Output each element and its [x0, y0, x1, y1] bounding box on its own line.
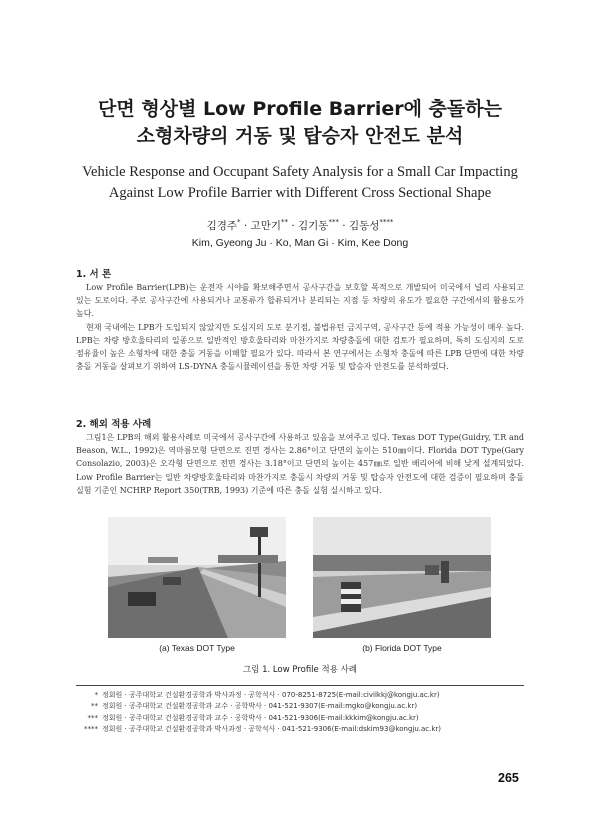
footnotes [76, 690, 524, 736]
footnote [76, 724, 524, 735]
section-heading-introduction: 1. 서 론 [76, 269, 112, 280]
author-name: 김동성 [348, 220, 380, 232]
footnote-mark: ** [91, 702, 98, 711]
paragraph: 현재 국내에는 LPB가 도입되지 않았지만 도심지의 도로 분기점, 불법유턴 금지구역, 공사구간 등에 적용 가능성이 매우 높다. LPB는 차량 방호울타리의 일종으로 일반적인 방호울타리와 마찬가지로 차량충돌에 대한 검토가 필요하며, 특히 도심지의 도로 점유율이 높은 소형차에 대한 충돌 거동을 이해할 필요가 있다. 따라서 본 연구에서는 소형차 충돌에 따른 LPB 단면에 대한 차량 충돌 거동을 살펴보기 위하여 LS-DYNA 충돌시뮬레이션을 통한 차량 거동 및 탑승자 안전도를 분석하였다. [76, 322, 524, 372]
section-body-introduction [76, 281, 524, 373]
footnote [76, 701, 524, 712]
figure-caption-b: (b) Florida DOT Type [362, 643, 442, 653]
author-mark: **** [379, 218, 394, 226]
author-name: 김경주 [206, 220, 238, 232]
footnote-mark: * [94, 691, 98, 699]
photo-florida-dot-barrier [313, 517, 491, 638]
footnote [76, 713, 524, 724]
footnote-divider [76, 685, 524, 686]
author-name: 김기동 [298, 220, 329, 232]
section-heading-overseas-cases: 2. 해외 적용 사례 [76, 419, 152, 430]
author-mark: *** [328, 218, 339, 226]
footnote-mark: *** [87, 713, 98, 722]
paragraph: 그림1은 LPB의 해외 활용사례로 미국에서 공사구간에 사용하고 있음을 보여주고 있다. Texas DOT Type(Guidry, T.R and Beason, W.L., 1992)은 역마름모형 단면으로 진면 경사는 2.86°이고 단면의 높이는 510㎜이다. Florida DOT Type(Gary Consolazio, 2003)은 오각형 단면으로 전면 경사는 3.18°이고 단면의 높이는 457㎜로 일반 배리어에 비해 낮게 설계되었다. Low Profile Barrier는 일반 차량방호울타리와 마찬가지로 충돌시 차량의 거동 및 탑승자 안전도에 대한 검증이 필요하며 충돌실험 기준인 NCHRP Report 350(TRB, 1993) 기준에 따른 충돌 실험 실시하고 있다. [76, 433, 524, 495]
figure-caption-a: (a) Texas DOT Type [159, 643, 235, 653]
author-separator: · [338, 220, 349, 232]
footnote-text: 정회원 · 공주대학교 건설환경공학과 교수 · 공학박사 · 041-521-9307(E-mail:mgko@kongju.ac.kr) [102, 702, 418, 711]
footnote-text: 정회원 · 공주대학교 건설환경공학과 박사과정 · 공학석사 · 070-8251-8725(E-mail:civilkkj@kongju.ac.kr) [102, 691, 440, 699]
section-body-overseas-cases [76, 431, 524, 497]
author-separator: · [240, 220, 251, 232]
figure-caption: 그림 1. Low Profile 적용 사례 [242, 665, 358, 675]
author-separator: · [287, 220, 298, 232]
author-mark: * [237, 218, 241, 226]
paper-title-korean-line-1: 단면 형상별 Low Profile Barrier에 충돌하는 [98, 98, 502, 120]
author-mark: ** [280, 218, 288, 226]
paper-title-english-line-2: Against Low Profile Barrier with Different Cross Sectional Shape [108, 185, 492, 201]
footnote-text: 정회원 · 공주대학교 건설환경공학과 박사과정 · 공학석사 · 041-521-9306(E-mail:dskim93@kongju.ac.kr) [102, 725, 442, 734]
paper-title-korean-line-2: 소형차량의 거동 및 탑승자 안전도 분석 [136, 125, 464, 147]
authors-english: Kim, Gyeong Ju · Ko, Man Gi · Kim, Kee Dong [191, 237, 409, 249]
paper-title-english-line-1: Vehicle Response and Occupant Safety Analysis for a Small Car Impacting [82, 164, 518, 180]
footnote-text: 정회원 · 공주대학교 건설환경공학과 교수 · 공학박사 · 041-521-9306(E-mail:kkkim@kongju.ac.kr) [102, 713, 419, 722]
paragraph: Low Profile Barrier(LPB)는 운전자 시야를 확보해주면서 공사구간을 보호할 목적으로 개발되어 미국에서 널리 사용되고 있는 도로이다. 주로 공사구간에 사용되거나 교통류가 합류되거나 분리되는 지점 등 차량의 유도가 필요한 구간에서의 활용도가 높다. [76, 283, 524, 319]
footnote-mark: **** [84, 725, 98, 734]
page-number: 265 [498, 771, 519, 785]
authors-korean [0, 218, 600, 233]
footnote [76, 690, 524, 701]
photo-texas-dot-barrier [108, 517, 286, 638]
author-name: 고만기 [250, 220, 281, 232]
